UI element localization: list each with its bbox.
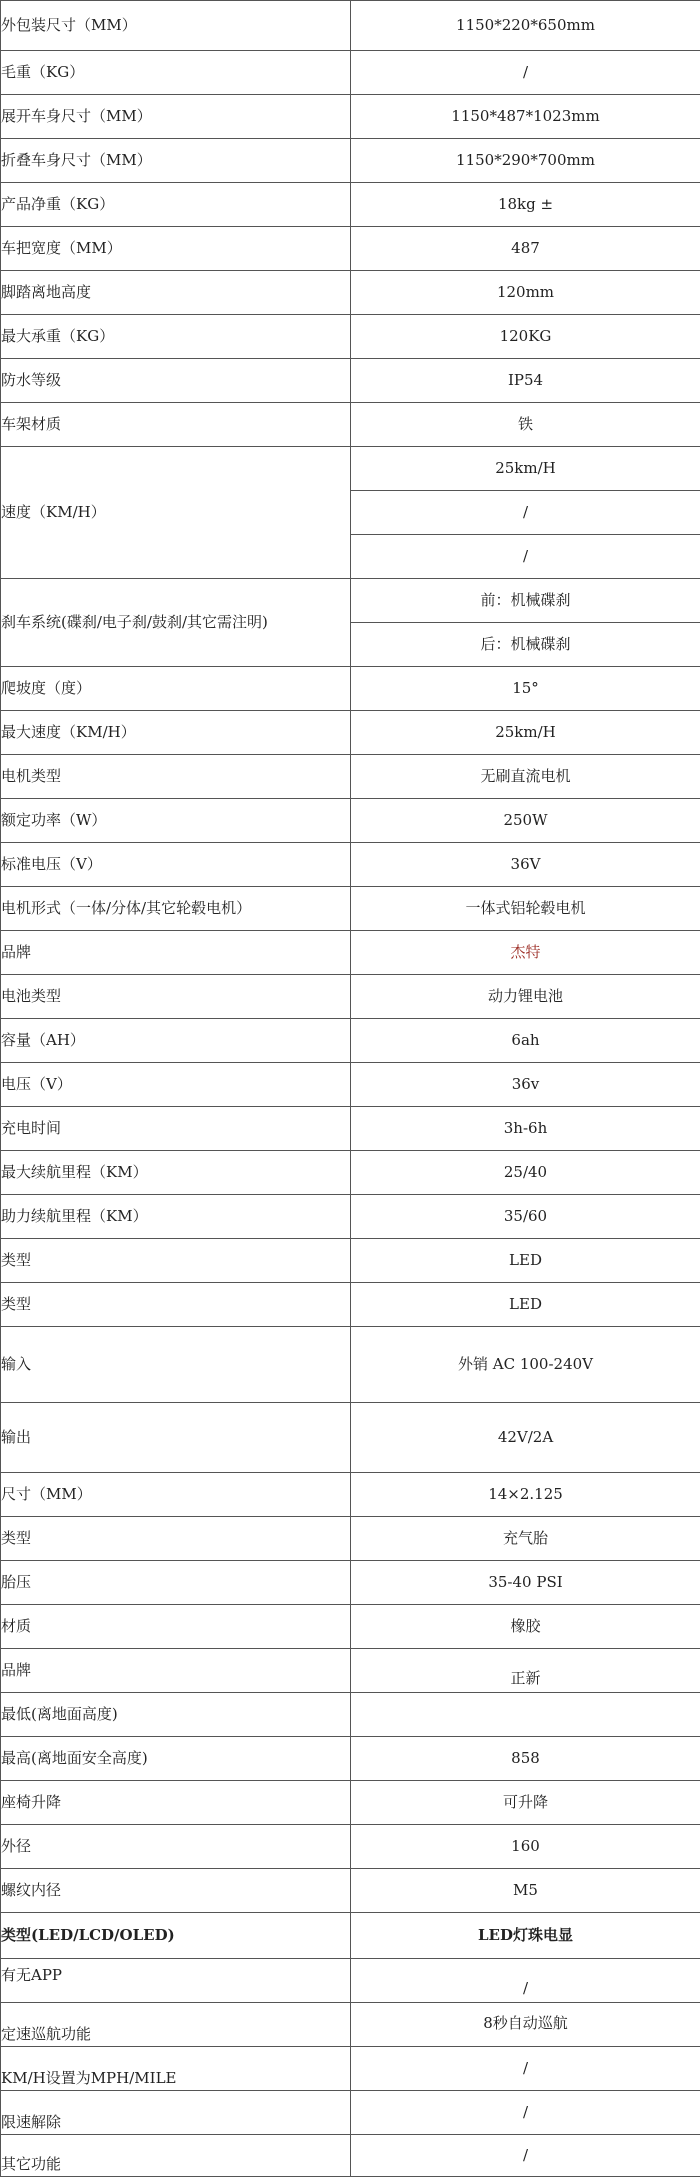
row-value: 外销 AC 100-240V xyxy=(351,1327,700,1403)
row-label: 充电时间 xyxy=(1,1107,351,1151)
table-row xyxy=(1,227,700,271)
table-row xyxy=(1,1825,700,1869)
table-row xyxy=(1,1693,700,1737)
table-row xyxy=(1,183,700,227)
row-value: 正新 xyxy=(351,1649,700,1693)
row-value: 35/60 xyxy=(351,1195,700,1239)
row-label: 类型 xyxy=(1,1283,351,1327)
row-label: 毛重（KG） xyxy=(1,51,351,95)
row-label: 其它功能 xyxy=(1,2135,351,2177)
table-row xyxy=(1,1473,700,1517)
row-label: 定速巡航功能 xyxy=(1,2003,351,2047)
row-value: M5 xyxy=(351,1869,700,1913)
table-row xyxy=(1,2135,700,2177)
row-label: KM/H设置为MPH/MILE xyxy=(1,2047,351,2091)
row-label: 最大速度（KM/H） xyxy=(1,711,351,755)
table-row xyxy=(1,1107,700,1151)
row-label: 品牌 xyxy=(1,1649,351,1693)
table-row xyxy=(1,1239,700,1283)
row-value: 1150*220*650mm xyxy=(351,1,700,51)
table-row xyxy=(1,2003,700,2047)
table-row xyxy=(1,1781,700,1825)
table-row xyxy=(1,139,700,183)
row-value: LED xyxy=(351,1239,700,1283)
table-row xyxy=(1,1605,700,1649)
table-row xyxy=(1,1737,700,1781)
row-label: 防水等级 xyxy=(1,359,351,403)
row-label: 额定功率（W） xyxy=(1,799,351,843)
row-label: 展开车身尺寸（MM） xyxy=(1,95,351,139)
row-value: 一体式铝轮毂电机 xyxy=(351,887,700,931)
row-value: 6ah xyxy=(351,1019,700,1063)
row-value: 动力锂电池 xyxy=(351,975,700,1019)
row-value: 后：机械碟刹 xyxy=(351,623,700,667)
row-value: 8秒自动巡航 xyxy=(351,2003,700,2047)
row-label: 折叠车身尺寸（MM） xyxy=(1,139,351,183)
row-label: 最高(离地面安全高度) xyxy=(1,1737,351,1781)
row-label: 类型(LED/LCD/OLED) xyxy=(1,1913,351,1959)
row-label: 脚踏离地高度 xyxy=(1,271,351,315)
row-label: 车把宽度（MM） xyxy=(1,227,351,271)
row-value: 42V/2A xyxy=(351,1403,700,1473)
row-label: 刹车系统(碟刹/电子刹/鼓刹/其它需注明) xyxy=(1,579,351,667)
row-label: 助力续航里程（KM） xyxy=(1,1195,351,1239)
row-label: 品牌 xyxy=(1,931,351,975)
row-value: / xyxy=(351,2047,700,2091)
row-label: 电机形式（一体/分体/其它轮毂电机） xyxy=(1,887,351,931)
row-label: 电池类型 xyxy=(1,975,351,1019)
row-value xyxy=(351,1693,700,1737)
table-row xyxy=(1,315,700,359)
row-value: 120mm xyxy=(351,271,700,315)
table-row xyxy=(1,1151,700,1195)
row-value: 充气胎 xyxy=(351,1517,700,1561)
table-row xyxy=(1,1913,700,1959)
row-value: 120KG xyxy=(351,315,700,359)
row-label: 尺寸（MM） xyxy=(1,1473,351,1517)
row-value: 1150*290*700mm xyxy=(351,139,700,183)
table-row xyxy=(1,51,700,95)
table-row xyxy=(1,1869,700,1913)
row-label: 电机类型 xyxy=(1,755,351,799)
row-value: LED xyxy=(351,1283,700,1327)
row-label: 最低(离地面高度) xyxy=(1,1693,351,1737)
table-row xyxy=(1,755,700,799)
row-label: 输入 xyxy=(1,1327,351,1403)
row-label: 螺纹内径 xyxy=(1,1869,351,1913)
row-label: 材质 xyxy=(1,1605,351,1649)
table-row xyxy=(1,403,700,447)
table-row xyxy=(1,1403,700,1473)
row-value: / xyxy=(351,51,700,95)
row-value: 858 xyxy=(351,1737,700,1781)
row-value: 25km/H xyxy=(351,711,700,755)
row-label: 输出 xyxy=(1,1403,351,1473)
row-value: 36V xyxy=(351,843,700,887)
row-label: 车架材质 xyxy=(1,403,351,447)
row-label: 最大承重（KG） xyxy=(1,315,351,359)
row-label: 爬坡度（度） xyxy=(1,667,351,711)
row-value: 3h-6h xyxy=(351,1107,700,1151)
table-row xyxy=(1,799,700,843)
row-label: 电压（V） xyxy=(1,1063,351,1107)
row-value: LED灯珠电显 xyxy=(351,1913,700,1959)
table-row xyxy=(1,1959,700,2003)
row-value: 无刷直流电机 xyxy=(351,755,700,799)
table-row xyxy=(1,711,700,755)
row-value: 25km/H xyxy=(351,447,700,491)
table-row xyxy=(1,1327,700,1403)
table-row xyxy=(1,579,700,623)
row-value: / xyxy=(351,2091,700,2135)
row-label: 类型 xyxy=(1,1517,351,1561)
table-row xyxy=(1,1283,700,1327)
row-value: / xyxy=(351,1959,700,2003)
row-label: 座椅升降 xyxy=(1,1781,351,1825)
row-label: 胎压 xyxy=(1,1561,351,1605)
table-row xyxy=(1,95,700,139)
row-value: 杰特 xyxy=(351,931,700,975)
table-row xyxy=(1,1019,700,1063)
row-label: 容量（AH） xyxy=(1,1019,351,1063)
table-row xyxy=(1,359,700,403)
row-label: 外包装尺寸（MM） xyxy=(1,1,351,51)
table-row xyxy=(1,1195,700,1239)
row-value: 487 xyxy=(351,227,700,271)
table-row xyxy=(1,1063,700,1107)
table-row xyxy=(1,447,700,491)
table-row xyxy=(1,931,700,975)
table-row xyxy=(1,667,700,711)
row-value: 铁 xyxy=(351,403,700,447)
row-value: 35-40 PSI xyxy=(351,1561,700,1605)
row-label: 限速解除 xyxy=(1,2091,351,2135)
row-label: 标准电压（V） xyxy=(1,843,351,887)
table-row xyxy=(1,887,700,931)
row-value: IP54 xyxy=(351,359,700,403)
table-row xyxy=(1,2047,700,2091)
table-row xyxy=(1,2091,700,2135)
row-value: 250W xyxy=(351,799,700,843)
table-row xyxy=(1,271,700,315)
table-row xyxy=(1,1517,700,1561)
table-row xyxy=(1,1,700,51)
row-value: 橡胶 xyxy=(351,1605,700,1649)
row-value: / xyxy=(351,2135,700,2177)
row-value: 前：机械碟刹 xyxy=(351,579,700,623)
table-row xyxy=(1,843,700,887)
row-label: 产品净重（KG） xyxy=(1,183,351,227)
row-label: 速度（KM/H） xyxy=(1,447,351,579)
row-value: / xyxy=(351,491,700,535)
table-row xyxy=(1,1561,700,1605)
row-value: 25/40 xyxy=(351,1151,700,1195)
row-value: 14×2.125 xyxy=(351,1473,700,1517)
row-value: 可升降 xyxy=(351,1781,700,1825)
row-label: 类型 xyxy=(1,1239,351,1283)
row-label: 有无APP xyxy=(1,1959,351,2003)
row-label: 外径 xyxy=(1,1825,351,1869)
row-value: 36v xyxy=(351,1063,700,1107)
table-row xyxy=(1,1649,700,1693)
row-value: 160 xyxy=(351,1825,700,1869)
row-value: 1150*487*1023mm xyxy=(351,95,700,139)
row-label: 最大续航里程（KM） xyxy=(1,1151,351,1195)
table-row xyxy=(1,975,700,1019)
row-value: 15° xyxy=(351,667,700,711)
row-value: / xyxy=(351,535,700,579)
row-value: 18kg ± xyxy=(351,183,700,227)
